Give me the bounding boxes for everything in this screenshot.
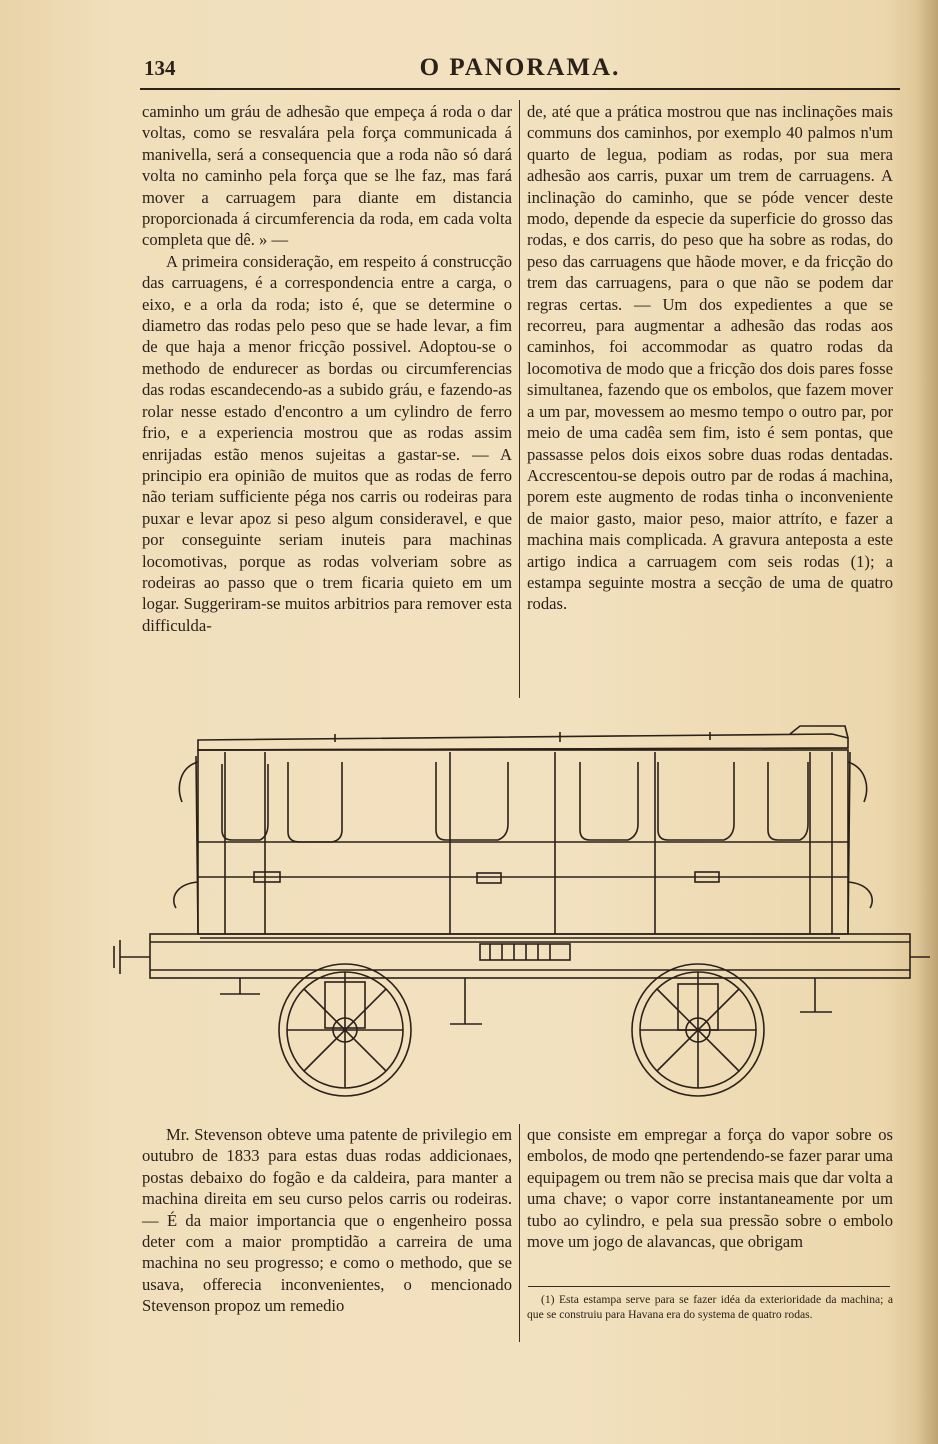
header-rule [140,88,900,90]
column-divider [519,1124,520,1342]
carriage-wheel-left [279,964,411,1096]
paragraph: caminho um gráu de adhesão que empeça á roda o dar voltas, como se resvalára pela força communicada á manivella, será a consequencia que a roda não só dará volta no caminho pela força que se lhe faz, mas fará mover a carruagem para diante em distancia proporcionada á circumferencia da roda, em cada volta completa que dê. » — [142,102,512,250]
carriage-body [174,750,872,934]
footnote: (1) Esta estampa serve para se fazer idéa da exterioridade da machina; a que se construiu para Havana era do systema de quatro rodas. [527,1293,893,1321]
carriage-roof [198,726,848,750]
paragraph: A primeira consideração, em respeito á construcção das carruagens, é a correspondencia entre a carga, o eixo, e a orla da roda; isto é, que se determine o diametro das rodas pelo peso que se hade levar, a fim de que haja a menor fricção possivel. Adoptou-se o methodo de endurecer as bordas ou circumferencias das rodas escandecendo-as a subido gráu, e fazendo-as rolar nesse estado d'encontro a um cylindro de ferro frio, e a experiencia mostrou que as rodas assim enrijadas estão menos sujeitas a gastar-se. — A principio era opinião de muitos que as rodas de ferro não teriam sufficiente péga nos carris ou rodeiras para puxar e levar apoz si peso algum consideravel, e que por conseguinte seriam inuteis para machinas locomotivas, porque as rodas volveriam sobre as rodeiras ao passo que o trem ficaria quieto em um logar. Suggeriram-se muitos arbitrios para remover esta difficulda- [142,251,512,635]
carriage-underframe [114,934,930,1030]
page-number: 134 [144,56,176,80]
paragraph: Mr. Stevenson obteve uma patente de privilegio em outubro de 1833 para estas duas rodas addicionaes, postas debaixo do fogão e da caldeira, para manter a machina direita em seu curso pelos carris ou rodeiras. — É da maior importancia que o engenheiro possa deter com a maior promptidão a carreira de uma machina no seu progresso; e como o methodo, que se usava, offerecia inconvenientes, o mencionado Stevenson propoz um remedio [142,1125,512,1316]
column-bottom-left [142,1124,512,1339]
railway-carriage-engraving [110,712,930,1102]
column-top-right [527,101,893,691]
paragraph: de, até que a prática mostrou que nas inclinações mais communs dos caminhos, por exemplo 40 palmos n'um quarto de legua, podiam as rodas, por sua mera adhesão aos carris, puxar um trem de carruagens. A inclinação do caminho, que se póde vencer deste modo, depende da especie da superficie do grosso das rodas, e dos carris, do peso que ha sobre as rodas, do peso das carruagens que hãode mover, e da fricção do trem das carruagens, para o que não se podem dar regras certas. — Um dos expedientes a que se recorreu, para augmentar a adhesão das rodas aos caminhos, foi accommodar as quatro rodas da locomotiva de modo que a fricção dos dois pares fosse simultanea, fazendo que os embolos, que fazem mover a um par, movessem ao mesmo tempo o outro par, por meio de uma cadêa sem fim, isto é sem pontas, que passasse pelos dois eixos sobre duas rodas dentadas. Accrescentou-se depois outro par de rodas á machina, porem este augmento de rodas tinha o inconveniente de maior gasto, maior peso, maior attríto, e fazer a machina mais complicada. A gravura anteposta a este artigo indica a carruagem com seis rodas (1); a estampa seguinte mostra a secção de uma de quatro rodas. [527,102,893,614]
column-divider [519,100,520,698]
column-bottom-right [527,1124,893,1299]
paragraph: que consiste em empregar a força do vapor sobre os embolos, de modo qne pertendendo-se fazer parar uma equipagem ou trem não se precisa mais que dar volta a uma chave; o vapor corre instantaneamente por um tubo ao cylindro, e pela sua pressão sobre o embolo move um jogo de alavancas, que obrigam [527,1125,893,1252]
carriage-wheel-right [632,964,764,1096]
column-top-left [142,101,512,701]
journal-title: O PANORAMA. [419,54,621,81]
page-header [140,50,900,90]
footnote-rule [528,1286,890,1287]
